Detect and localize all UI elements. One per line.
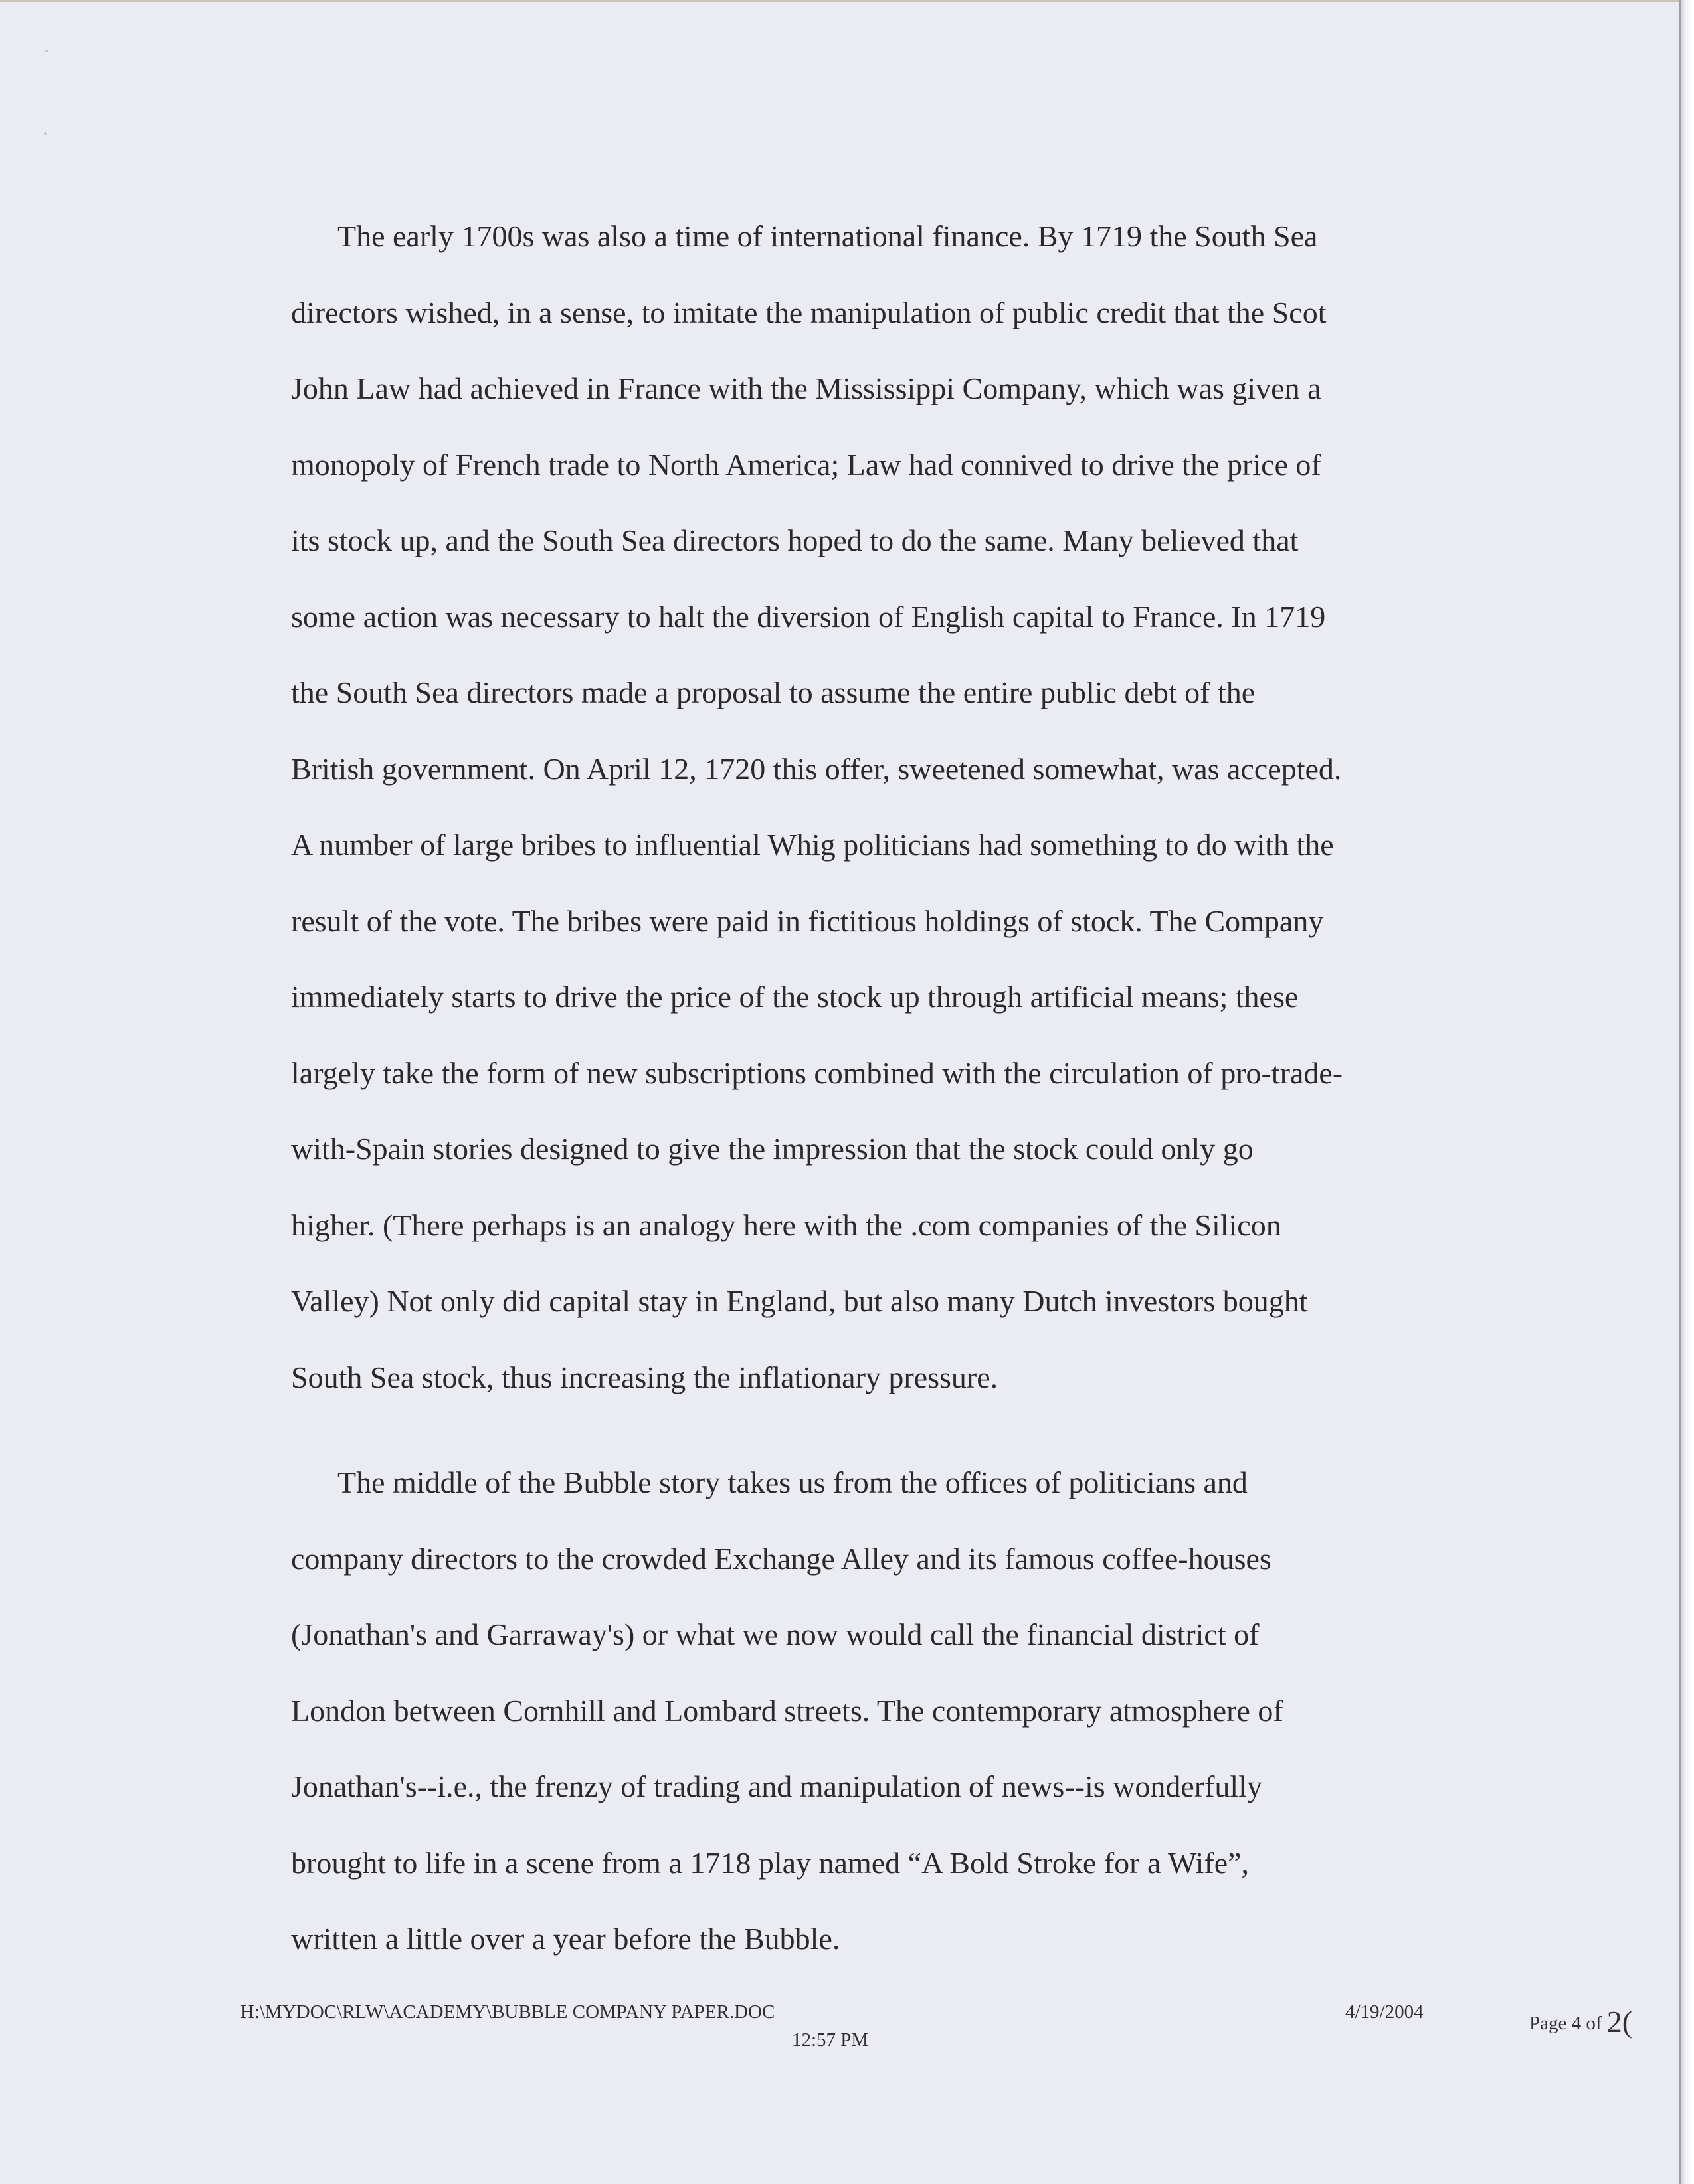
text-line: written a little over a year before the Bubble.	[291, 1922, 840, 1956]
footer-file-path: H:\MYDOC\RLW\ACADEMY\BUBBLE COMPANY PAPER.DOC	[240, 2001, 775, 2023]
text-line: monopoly of French trade to North America; Law had connived to drive the price of	[291, 447, 1321, 482]
text-line: British government. On April 12, 1720 this offer, sweetened somewhat, was accepted.	[291, 751, 1342, 786]
text-line: with-Spain stories designed to give the impression that the stock could only go	[291, 1132, 1254, 1166]
text-line: The middle of the Bubble story takes us from the offices of politicians and	[337, 1465, 1248, 1499]
text-line: the South Sea directors made a proposal to assume the entire public debt of the	[291, 676, 1256, 709]
text-line: Valley) Not only did capital stay in England, but also many Dutch investors bought	[291, 1284, 1308, 1318]
scan-speck	[44, 132, 47, 135]
document-body	[291, 199, 1447, 1977]
text-line: immediately starts to drive the price of the stock up through artificial means; these	[291, 980, 1299, 1014]
text-line: South Sea stock, thus increasing the inflationary pressure.	[291, 1360, 998, 1394]
page-edge-shadow	[1679, 0, 1694, 2184]
text-line: some action was necessary to halt the diversion of English capital to France. In 1719	[291, 599, 1326, 634]
text-line: The early 1700s was also a time of international finance. By 1719 the South Sea	[337, 219, 1318, 253]
page-total: 2(	[1606, 2005, 1633, 2039]
footer-date: 4/19/2004	[1345, 2001, 1424, 2023]
text-line: its stock up, and the South Sea directors hoped to do the same. Many believed that	[291, 523, 1299, 557]
text-line: (Jonathan's and Garraway's) or what we now would call the financial district of	[291, 1617, 1260, 1651]
text-line: A number of large bribes to influential Whig politicians had something to do with the	[291, 828, 1334, 862]
footer-page-number	[1529, 2001, 1632, 2037]
text-line: John Law had achieved in France with the Mississippi Company, which was given a	[291, 371, 1321, 405]
text-line: company directors to the crowded Exchange Alley and its famous coffee-houses	[291, 1541, 1271, 1576]
text-line: result of the vote. The bribes were paid in fictitious holdings of stock. The Company	[291, 903, 1324, 938]
paragraph-2	[291, 1445, 1447, 1977]
paragraph-1	[291, 199, 1447, 1415]
text-line: directors wished, in a sense, to imitate the manipulation of public credit that the Scot	[291, 295, 1327, 329]
text-line: higher. (There perhaps is an analogy here with the .com companies of the Silicon	[291, 1208, 1281, 1242]
text-line: London between Cornhill and Lombard streets. The contemporary atmosphere of	[291, 1693, 1283, 1728]
scan-speck	[45, 50, 48, 52]
paragraph-spacer	[291, 1415, 1447, 1445]
text-line: largely take the form of new subscriptions combined with the circulation of pro-trade-	[291, 1055, 1343, 1090]
footer-time: 12:57 PM	[792, 2029, 869, 2050]
text-line: brought to life in a scene from a 1718 play named “A Bold Stroke for a Wife”,	[291, 1845, 1250, 1880]
page-number-label: Page 4 of	[1529, 2013, 1607, 2034]
text-line: Jonathan's--i.e., the frenzy of trading and manipulation of news--is wonderfully	[291, 1770, 1262, 1803]
